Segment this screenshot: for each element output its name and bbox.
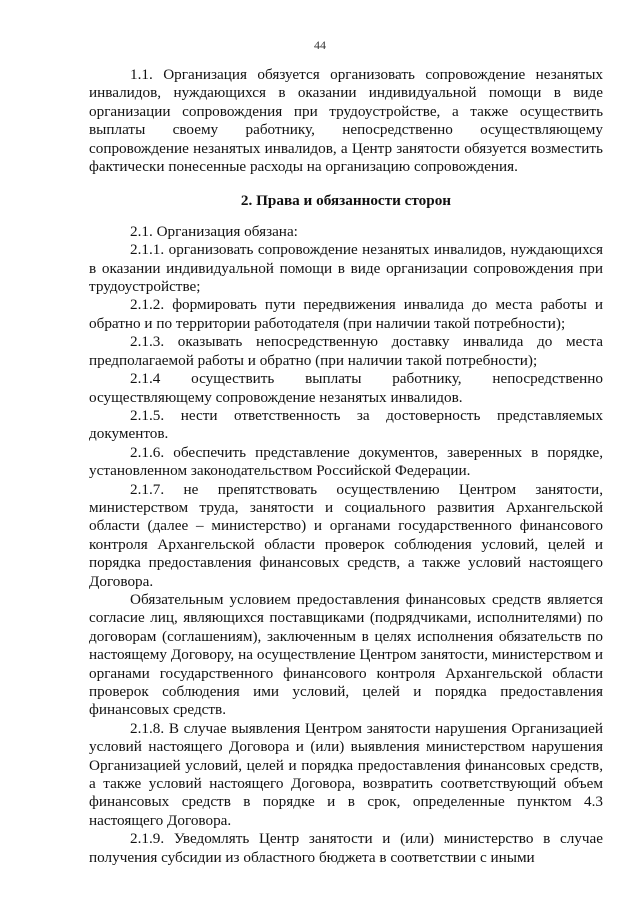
paragraph-2-1-4: 2.1.4 осуществить выплаты работнику, непосредственно осуществляющему сопровождение незанятых инвалидов. [89, 370, 603, 406]
paragraph-2-1-9: 2.1.9. Уведомлять Центр занятости и (или) министерство в случае получения субсидии из областного бюджета в соответствии с иными [89, 830, 603, 866]
paragraph-2-1-8: 2.1.8. В случае выявления Центром занятости нарушения Организацией условий настоящего Договора и (или) выявления министерством нарушения Организацией условий, целей и порядка предоставления финансовых средств, а также условий настоящего Договора, возвратить соответствующий объем финансовых средств в порядке и в срок, определенные пунктом 4.3 настоящего Договора. [89, 719, 603, 829]
document-body [89, 66, 603, 867]
paragraph-2-1-2: 2.1.2. формировать пути передвижения инвалида до места работы и обратно и по территории работодателя (при наличии такой потребности); [89, 296, 603, 332]
paragraph-2-1-1: 2.1.1. организовать сопровождение незанятых инвалидов, нуждающихся в оказании индивидуальной помощи в виде организации сопровождения при трудоустройстве; [89, 241, 603, 296]
paragraph-2-1-6: 2.1.6. обеспечить представление документов, заверенных в порядке, установленном законодательством Российской Федерации. [89, 443, 603, 480]
paragraph-2-1-3: 2.1.3. оказывать непосредственную доставку инвалида до места предполагаемой работы и обратно (при наличии такой потребности); [89, 333, 603, 369]
paragraph-condition: Обязательным условием предоставления финансовых средств является согласие лиц, являющихся поставщиками (подрядчиками, исполнителями) по договорам (соглашениям), заключенным в целях исполнения обязательств по настоящему Договору, на осуществление Центром занятости, министерством и органами государственного финансового контроля Архангельской области проверок соблюдения ими условий, целей и порядка предоставления финансовых средств. [89, 590, 603, 719]
paragraph-2-1-7: 2.1.7. не препятствовать осуществлению Центром занятости, министерством труда, занятости и социального развития Архангельской области (далее – министерство) и органами государственного финансового контроля Архангельской области проверок соблюдения условий, целей и порядка предоставления финансовых средств, а также условий настоящего Договора. [89, 480, 603, 590]
page-number: 44 [314, 38, 326, 52]
paragraph-2-1: 2.1. Организация обязана: [130, 222, 298, 240]
paragraph-2-1-5: 2.1.5. нести ответственность за достоверность представляемых документов. [89, 406, 603, 443]
paragraph-1-1: 1.1. Организация обязуется организовать сопровождение незанятых инвалидов, нуждающихся в оказании индивидуальной помощи в виде организации сопровождения при трудоустройстве, а также осуществить выплаты своему работнику, непосредственно осуществляющему сопровождение незанятых инвалидов, а Центр занятости обязуется возместить фактически понесенные расходы на организацию сопровождения. [89, 66, 603, 176]
section-title: 2. Права и обязанности сторон [240, 192, 452, 210]
